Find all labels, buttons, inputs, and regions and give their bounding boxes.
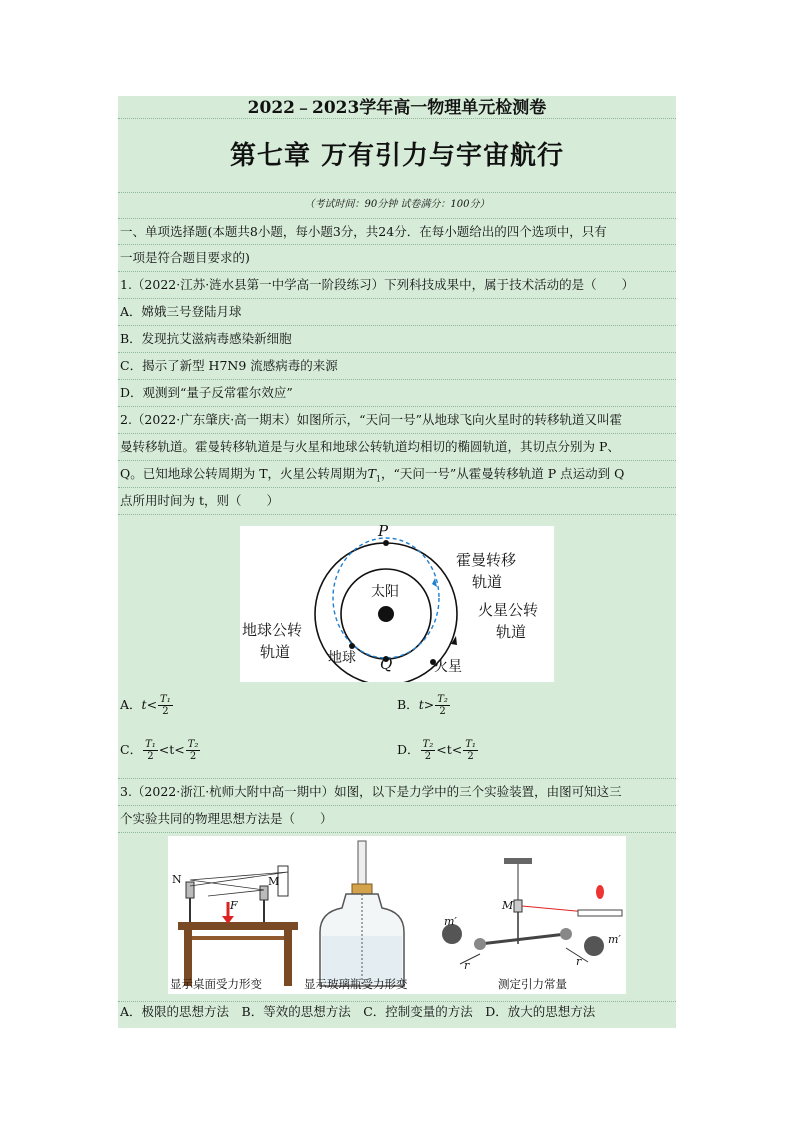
label-p: P	[378, 522, 389, 540]
label-m: M	[268, 875, 280, 888]
label-hohmann-1: 霍曼转移	[456, 551, 517, 569]
section-instructions: 一、单项选择题(本题共8小题，每小题3分，共24分．在每小题给出的四个选项中，只有	[120, 224, 607, 239]
section-instructions-cont: 一项是符合题目要求的)	[120, 250, 250, 265]
exam-sheet	[118, 96, 676, 1028]
label-mars-orbit-2: 轨道	[496, 623, 527, 641]
numerator: T₁	[465, 739, 476, 750]
label-hohmann-2: 轨道	[472, 573, 503, 591]
q2-option-b-label: B．	[397, 697, 419, 712]
numerator: T₂	[422, 739, 434, 750]
q3-stem-line2: 个实验共同的物理思想方法是（ ）	[120, 811, 333, 826]
fraction	[421, 739, 436, 762]
label-r-left: r	[464, 959, 470, 972]
table-apparatus	[178, 866, 298, 986]
caption-gravitational-constant: 测定引力常量	[498, 977, 567, 991]
sun-dot	[378, 606, 394, 622]
q1-option-b: B．发现抗艾滋病毒感染新细胞	[120, 331, 292, 346]
numerator: T₁	[160, 694, 171, 705]
denominator: 2	[439, 706, 446, 717]
label-f: F	[230, 899, 238, 912]
label-mars: 火星	[434, 659, 462, 675]
q2-option-a-label: A．	[120, 697, 142, 712]
fraction	[186, 739, 201, 762]
q2-option-c-relation: <t<	[158, 742, 185, 757]
q2-stem-line4: 点所用时间为 t，则（ ）	[120, 493, 279, 508]
q2-option-a	[120, 694, 174, 717]
q2-option-d-label: D．	[397, 742, 420, 757]
label-mars-orbit-1: 火星公转	[478, 601, 539, 619]
q2-option-b-relation: >	[423, 697, 435, 712]
q2-option-a-relation: <	[146, 697, 158, 712]
fraction	[158, 694, 173, 717]
numerator: T₂	[437, 694, 448, 705]
q3-stem-line1: 3.（2022·浙江·杭师大附中高一期中）如图，以下是力学中的三个实验装置，由图可知这三	[120, 784, 622, 799]
q2-stem-line3b: ，“天问一号”从霍曼转移轨道 P 点运动到 Q	[381, 466, 625, 481]
chapter-title: 第七章 万有引力与宇宙航行	[229, 141, 565, 171]
torsion-balance-apparatus	[442, 858, 622, 964]
bottle-apparatus	[320, 841, 404, 986]
label-earth-orbit-1: 地球公转	[242, 621, 303, 639]
q2-option-c-label: C．	[120, 742, 143, 757]
exam-time-note: （考试时间：90分钟 试卷满分：100分）	[304, 199, 490, 210]
label-m-prime-right: m′	[608, 933, 621, 946]
point-p-dot	[383, 540, 389, 546]
t1-symbol: T	[367, 466, 376, 481]
fraction	[463, 739, 478, 762]
orbit-figure	[240, 522, 554, 682]
q1-option-a: A．嫦娥三号登陆月球	[120, 304, 242, 319]
denominator: 2	[424, 751, 432, 762]
numerator: T₁	[145, 739, 156, 750]
label-earth: 地球	[328, 650, 356, 666]
numerator: T₂	[187, 739, 199, 750]
q2-option-b	[397, 694, 451, 717]
hohmann-direction-arrow	[432, 578, 437, 587]
q2-stem-line3	[120, 466, 624, 488]
var-t: t	[141, 697, 147, 712]
caption-bottle-deformation: 显示玻璃瓶受力形变	[304, 977, 408, 991]
q2-option-c	[120, 739, 201, 762]
label-n: N	[172, 873, 182, 886]
q1-option-c: C．揭示了新型 H7N9 流感病毒的来源	[120, 358, 338, 373]
label-q: Q	[380, 655, 393, 673]
fraction	[143, 739, 158, 762]
label-m-torsion: M	[502, 899, 514, 912]
label-sun: 太阳	[371, 584, 399, 600]
caption-table-deformation: 显示桌面受力形变	[170, 977, 262, 991]
q1-stem: 1.（2022·江苏·涟水县第一中学高一阶段练习）下列科技成果中，属于技术活动的是（ ）	[120, 277, 635, 292]
denominator: 2	[467, 751, 474, 762]
q2-option-d	[397, 739, 479, 762]
q2-stem-line2: 曼转移轨道。霍曼转移轨道是与火星和地球公转轨道均相切的椭圆轨道，其切点分别为 P、	[120, 439, 620, 454]
earth-dot	[349, 643, 355, 649]
var-t: t	[418, 697, 424, 712]
q3-options: A．极限的思想方法 B．等效的思想方法 C．控制变量的方法 D．放大的思想方法	[120, 1004, 596, 1019]
denominator: 2	[162, 706, 169, 717]
q2-stem-line3a: Q。已知地球公转周期为 T，火星公转周期为	[120, 466, 368, 481]
denominator: 2	[189, 751, 197, 762]
label-m-prime-left: m′	[444, 915, 457, 928]
experiments-diagram	[168, 836, 626, 994]
q1-option-d: D．观测到“量子反常霍尔效应”	[120, 385, 293, 400]
t1-subscript: 1	[375, 474, 381, 484]
q2-stem-line1: 2.（2022·广东肇庆·高一期末）如图所示，“天问一号”从地球飞向火星时的转移轨道又叫霍	[120, 412, 622, 427]
label-earth-orbit-2: 轨道	[260, 643, 291, 661]
exam-series-title: 2022﹣2023学年高一物理单元检测卷	[247, 98, 547, 118]
experiments-figure	[168, 836, 626, 994]
label-r-right: r	[576, 955, 582, 968]
fraction	[435, 694, 450, 717]
denominator: 2	[147, 751, 154, 762]
q2-option-d-relation: <t<	[436, 742, 463, 757]
